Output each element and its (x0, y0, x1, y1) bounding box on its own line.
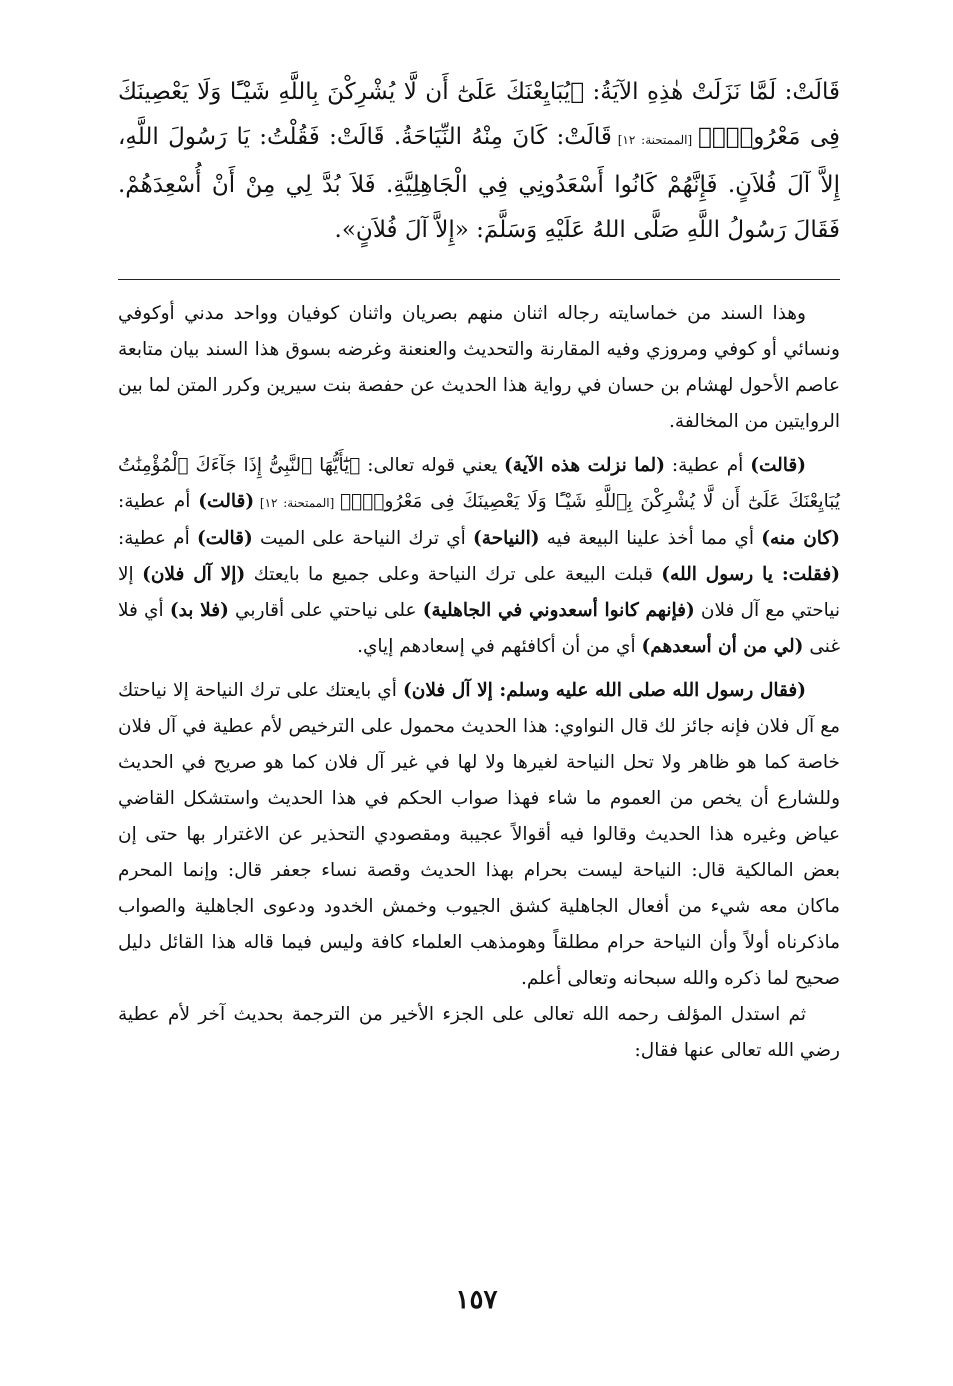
text-run: أي من أن أكافئهم في إسعادهم إياي. (357, 636, 642, 657)
transition-paragraph: ثم استدل المؤلف رحمه الله تعالى على الجزء الأخير من الترجمة بحديث آخر لأم عطية رضي الله تعالى عنها فقال: (118, 1004, 840, 1061)
isnad-paragraph: وهذا السند من خماسايته رجاله اثنان منهم بصريان واثنان كوفيان وواحد مدني أوكوفي ونسائي أو كوفي ومروزي وفيه المقارنة والتحديث والعنعنة وغرضه بسوق هذا السند بيان متابعة عاصم الأحول لهشام بن حسان في رواية هذا الحديث عن حفصة بنت سيرين وكرر المتن لما بين الروايتين من المخالفة. (118, 303, 840, 432)
hadith-part-2: قَالَتْ: كَانَ مِنْهُ النِّيَاحَةُ. قَالَتْ: فَقُلْتُ: يَا رَسُولَ اللَّهِ، إِلاَّ آلَ فُلاَنٍ. فَإِنَّهُمْ كَانُوا أَسْعَدُونِي فِي الْجَاهِلِيَّةِ. فَلاَ بُدَّ لِي مِنْ أَنْ أُسْعِدَهُمْ. فَقَالَ رَسُولُ اللَّهِ صَلَّى اللهُ عَلَيْهِ وَسَلَّمَ: «إِلاَّ آلَ فُلاَنٍ». (118, 124, 840, 243)
quran-citation: [الممتحنة: ١٢] (254, 496, 341, 510)
hadith-text (118, 70, 840, 253)
text-run: أي ترك النياحة على الميت (252, 528, 474, 549)
lemma: (فلا بد) (169, 600, 229, 621)
text-run: أي فلا غنى (118, 600, 840, 657)
hadith-paragraph (118, 70, 840, 253)
hadith-part-1: قَالَتْ: لَمَّا نَزَلَتْ هٰذِهِ الآيَةُ: (584, 79, 841, 105)
lemma: (كان منه) (761, 528, 840, 549)
text-run: أم عطية: (118, 491, 199, 512)
lemma: (فإنهم كانوا أسعدوني في الجاهلية) (422, 600, 695, 621)
quran-verse: ﴿يَٰٓأَيُّهَا ٱلنَّبِىُّ إِذَا جَآءَكَ ٱلْمُؤْمِنَٰتُ يُبَايِعْنَكَ عَلَىٰٓ أَن لَّا يُشْرِكْنَ بِٱللَّهِ شَيْـًٔا وَلَا يَعْصِينَكَ فِى مَعْرُوفٍۙ﴾ (118, 455, 841, 512)
explanation-paragraph (118, 673, 840, 997)
separator-line (118, 279, 840, 280)
lemma: (قالت) (750, 455, 807, 476)
page-number: ١٥٧ (455, 1285, 498, 1315)
text-run: يعني قوله تعالى: (360, 455, 504, 476)
quran-citation: [الممتحنة: ١٢] (611, 133, 699, 147)
text-run: أي بايعتك على ترك النياحة إلا نياحتك مع آل فلان فإنه جائز لك قال النواوي: هذا الحديث محمول على الترخيص لأم عطية في آل فلان خاصة كما هو ظاهر ولا تحل النياحة لغيرها ولا لها في غير آل فلان كما هو صريح في الحديث وللشارع أن يخص من العموم ما شاء فهذا صواب الحكم في هذا الحديث واستشكل القاضي عياض وغيره هذا الحديث وقالوا فيه أقوالاً عجيبة ومقصودي التحذير عن الاغترار بها حتى إن بعض المالكية قال: النياحة ليست بحرام بهذا الحديث وقصة نساء جعفر قال: وإنما المحرم ماكان معه شيء من أفعال الجاهلية كشق الجيوب وخمش الخدود ودعوى الجاهلية والصواب ماذكرناه أولاً وأن النياحة حرام مطلقاً وهومذهب العلماء كافة وليس فيما قاله هذا القائل دليل صحيح لما ذكره والله سبحانه وتعالى أعلم. (118, 680, 840, 989)
text-run: على نياحتي على أقاربي (228, 600, 423, 621)
lemma: (قالت) (196, 528, 253, 549)
text-run: أي مما أخذ علينا البيعة فيه (539, 528, 762, 549)
page-body (118, 70, 840, 1069)
explanation-paragraph (118, 448, 840, 665)
text-run: أم عطية: (118, 528, 197, 549)
lemma: (قالت) (198, 491, 255, 512)
lemma: (لي من أن أسعدهم) (641, 636, 804, 657)
lemma: (إلا آل فلان) (142, 564, 246, 585)
lemma: (فقلت: يا رسول الله) (661, 564, 840, 585)
commentary (118, 296, 840, 1069)
lemma: (النياحة) (473, 528, 540, 549)
text-run: قبلت البيعة على ترك النياحة وعلى جميع ما بايعتك (245, 564, 662, 585)
text-run: إلا نياحتي مع آل فلان (118, 564, 840, 621)
quran-verse: ﴿يُبَايِعْنَكَ عَلَىٰٓ أَن لَّا يُشْرِكْنَ بِاللَّهِ شَيْـًٔا وَلَا يَعْصِينَكَ فِى مَعْرُوفٍۙ﴾ (118, 79, 840, 150)
text-run: أم عطية: (664, 455, 751, 476)
lemma: (لما نزلت هذه الآية) (504, 455, 665, 476)
lemma: (فقال رسول الله صلى الله عليه وسلم: إلا آل فلان) (403, 680, 806, 701)
